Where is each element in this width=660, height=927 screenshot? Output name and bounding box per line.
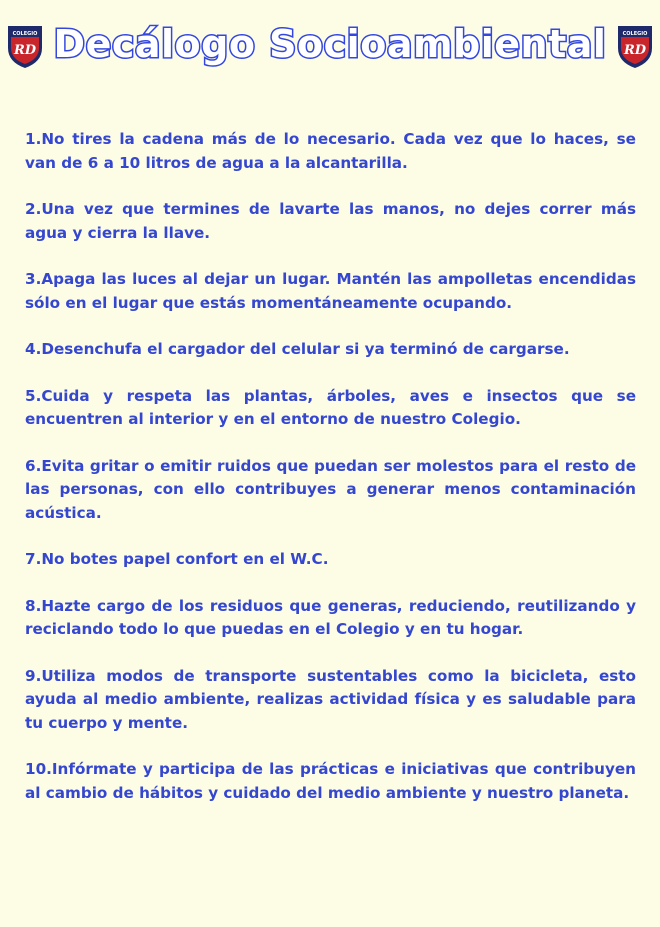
rule-item: 1.No tires la cadena más de lo necesario. Cada vez que lo haces, se van de 6 a 10 litros de agua a la alcantarilla. xyxy=(25,130,636,172)
rules-list xyxy=(25,128,636,828)
rule-item: 3.Apaga las luces al dejar un lugar. Mantén las ampolletas encendidas sólo en el lugar que estás momentáneamente ocupando. xyxy=(25,270,636,312)
school-crest-logo xyxy=(5,22,45,70)
rule-item: 9.Utiliza modos de transporte sustentables como la bicicleta, esto ayuda al medio ambiente, realizas actividad física y es saludable para tu cuerpo y mente. xyxy=(25,666,636,732)
svg-text:RD: RD xyxy=(623,43,647,58)
rule-item: 8.Hazte cargo de los residuos que generas, reduciendo, reutilizando y reciclando todo lo que puedas en el Colegio y en tu hogar. xyxy=(25,596,636,638)
rule-item: 7.No botes papel confort en el W.C. xyxy=(25,550,329,568)
svg-text:COLEGIO: COLEGIO xyxy=(12,31,38,37)
rule-item: 10.Infórmate y participa de las prácticas e iniciativas que contribuyen al cambio de hábitos y cuidado del medio ambiente y nuestro planeta. xyxy=(25,760,636,802)
header xyxy=(0,14,660,78)
svg-text:RD: RD xyxy=(13,43,37,58)
rule-item: 6.Evita gritar o emitir ruidos que puedan ser molestos para el resto de las personas, con ello contribuyes a generar menos contaminación acústica. xyxy=(25,456,636,522)
rule-item: 2.Una vez que termines de lavarte las manos, no dejes correr más agua y cierra la llave. xyxy=(25,200,636,242)
school-crest-logo xyxy=(615,22,655,70)
svg-text:COLEGIO: COLEGIO xyxy=(622,31,648,37)
rule-item: 5.Cuida y respeta las plantas, árboles, aves e insectos que se encuentren al interior y en el entorno de nuestro Colegio. xyxy=(25,386,636,428)
rule-item: 4.Desenchufa el cargador del celular si ya terminó de cargarse. xyxy=(25,340,570,358)
page-title: Decálogo Socioambiental xyxy=(53,22,607,66)
